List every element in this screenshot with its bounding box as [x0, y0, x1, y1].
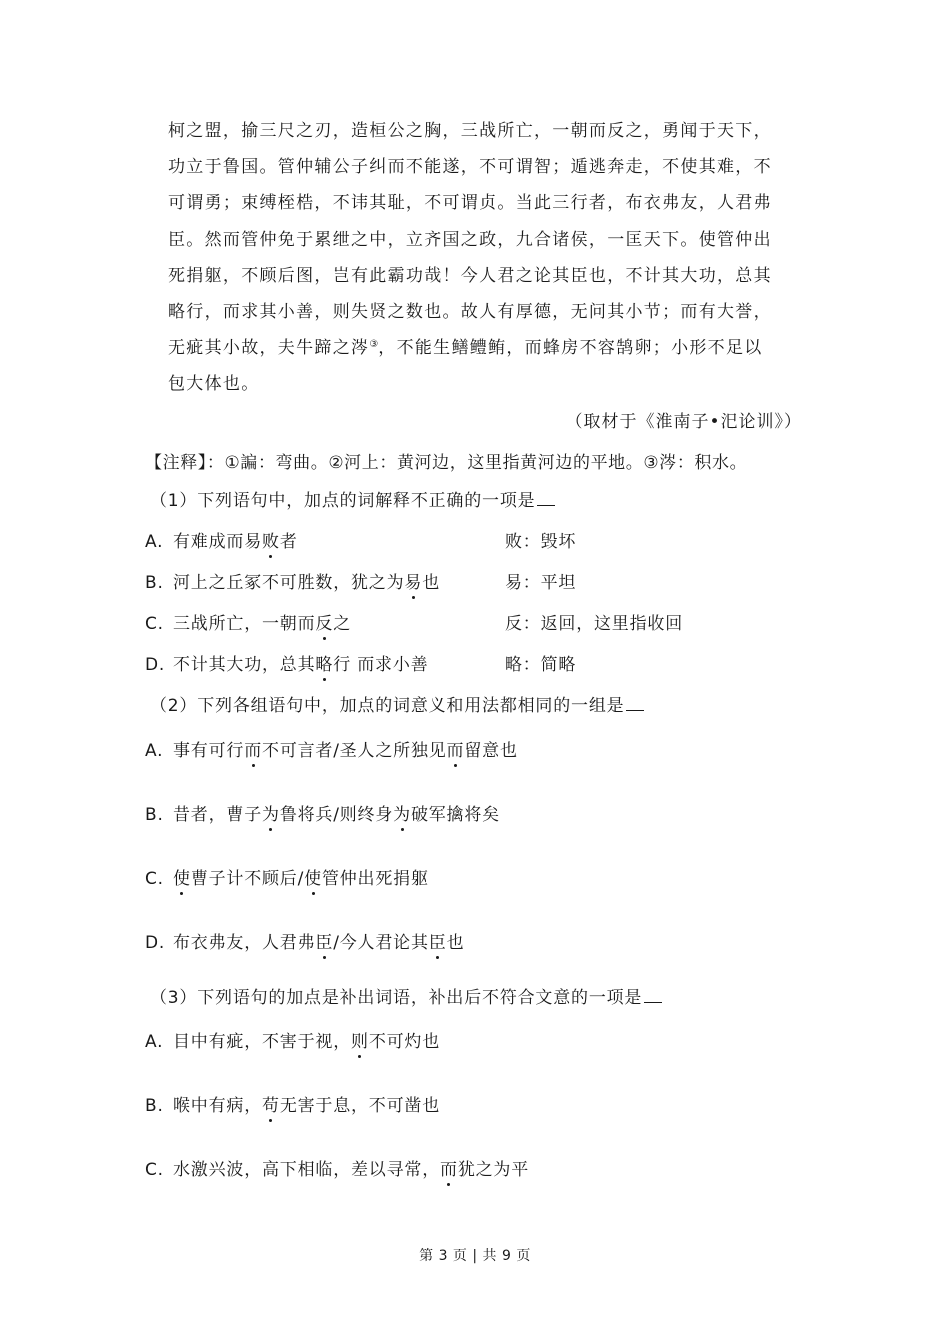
- emphasis-dot-char: 败: [262, 532, 280, 552]
- emphasis-dot-char: 为: [393, 805, 411, 825]
- answer-blank: [644, 987, 662, 1003]
- answer-blank: [626, 695, 644, 711]
- passage-line: 柯之盟，揄三尺之刃，造桓公之胸，三战所亡，一朝而反之，勇闻于天下，: [168, 121, 772, 141]
- emphasis-dot-char: 臣: [315, 933, 334, 953]
- emphasis-dot-char: 臣: [428, 933, 447, 953]
- passage-line: 包大体也。: [168, 374, 260, 395]
- passage-line: 死捐躯，不顾后图，岂有此霸功哉！今人君之论其臣也，不计其大功，总其: [168, 265, 772, 286]
- q1-option-d: D. 不计其大功，总其略行 而求小善: [145, 655, 429, 675]
- q1-option-d-meaning: 略：简略: [505, 655, 577, 675]
- annotation-notes: 【注释】：①諞：弯曲。②河上：黄河边，这里指黄河边的平地。③涔：积水。: [145, 453, 748, 473]
- question-3-stem: （3）下列语句的加点是补出词语，补出后不符合文意的一项是: [150, 983, 662, 1008]
- passage-text: [168, 113, 808, 403]
- q3-option-c: C. 水激兴波，高下相临，差以寻常，而犹之为平: [145, 1160, 530, 1180]
- question-2-stem: （2）下列各组语句中，加点的词意义和用法都相同的一组是: [150, 691, 644, 716]
- passage-line: 臣。然而管仲免于累绁之中，立齐国之政，九合诸侯，一匡天下。使管仲出: [168, 229, 772, 250]
- question-1-stem: （1）下列语句中，加点的词解释不正确的一项是: [150, 486, 555, 511]
- emphasis-dot-char: 则: [351, 1032, 369, 1052]
- q1-option-c-meaning: 反：返回，这里指收回: [505, 614, 683, 634]
- page-footer: 第 3 页 | 共 9 页: [419, 1248, 531, 1264]
- source-citation: （取材于《淮南子•汜论训》）: [565, 412, 802, 432]
- q1-option-b: B. 河上之丘冢不可胜数，犹之为易也: [145, 573, 441, 593]
- passage-line: 无疵其小故，夫牛蹄之涔③，不能生鳝鳢鲔，而蜂房不容鹄卵；小形不足以: [168, 338, 763, 359]
- answer-blank: [537, 490, 555, 506]
- q1-option-b-meaning: 易：平坦: [505, 573, 577, 593]
- emphasis-dot-char: 使: [304, 869, 322, 889]
- q3-option-b: B. 喉中有病，苟无害于息，不可凿也: [145, 1096, 441, 1116]
- emphasis-dot-char: 为: [262, 805, 280, 825]
- footnote-marker: ③: [369, 339, 379, 351]
- emphasis-dot-char: 而: [440, 1160, 458, 1180]
- q1-option-a-meaning: 败：毁坏: [505, 532, 577, 552]
- q2-option-c: C. 使曹子计不顾后/使管仲出死捐躯: [145, 869, 429, 889]
- q1-option-a: A. 有难成而易败者: [145, 532, 298, 552]
- q2-option-b: B. 昔者，曹子为鲁将兵/则终身为破军擒将矣: [145, 805, 500, 825]
- q1-option-c: C. 三战所亡，一朝而反之: [145, 614, 352, 634]
- emphasis-dot-char: 而: [446, 741, 465, 761]
- q3-option-a: A. 目中有疵，不害于视，则不可灼也: [145, 1032, 441, 1052]
- emphasis-dot-char: 略: [315, 655, 334, 675]
- passage-line: 可谓勇；束缚桎梏，不讳其耻，不可谓贞。当此三行者，布衣弗友，人君弗: [168, 193, 772, 214]
- q2-option-a: A. 事有可行而不可言者/圣人之所独见而留意也: [145, 741, 518, 761]
- emphasis-dot-char: 易: [404, 573, 423, 593]
- passage-line: 略行，而求其小善，则失贤之数也。故人有厚德，无问其小节；而有大誉，: [168, 301, 772, 322]
- passage-line: 功立于鲁国。管仲辅公子纠而不能遂，不可谓智；遁逃奔走，不使其难，不: [168, 157, 772, 178]
- q2-option-d: D. 布衣弗友，人君弗臣/今人君论其臣也: [145, 933, 465, 953]
- emphasis-dot-char: 反: [315, 614, 334, 634]
- emphasis-dot-char: 苟: [262, 1096, 280, 1116]
- emphasis-dot-char: 使: [173, 869, 191, 889]
- emphasis-dot-char: 而: [244, 741, 263, 761]
